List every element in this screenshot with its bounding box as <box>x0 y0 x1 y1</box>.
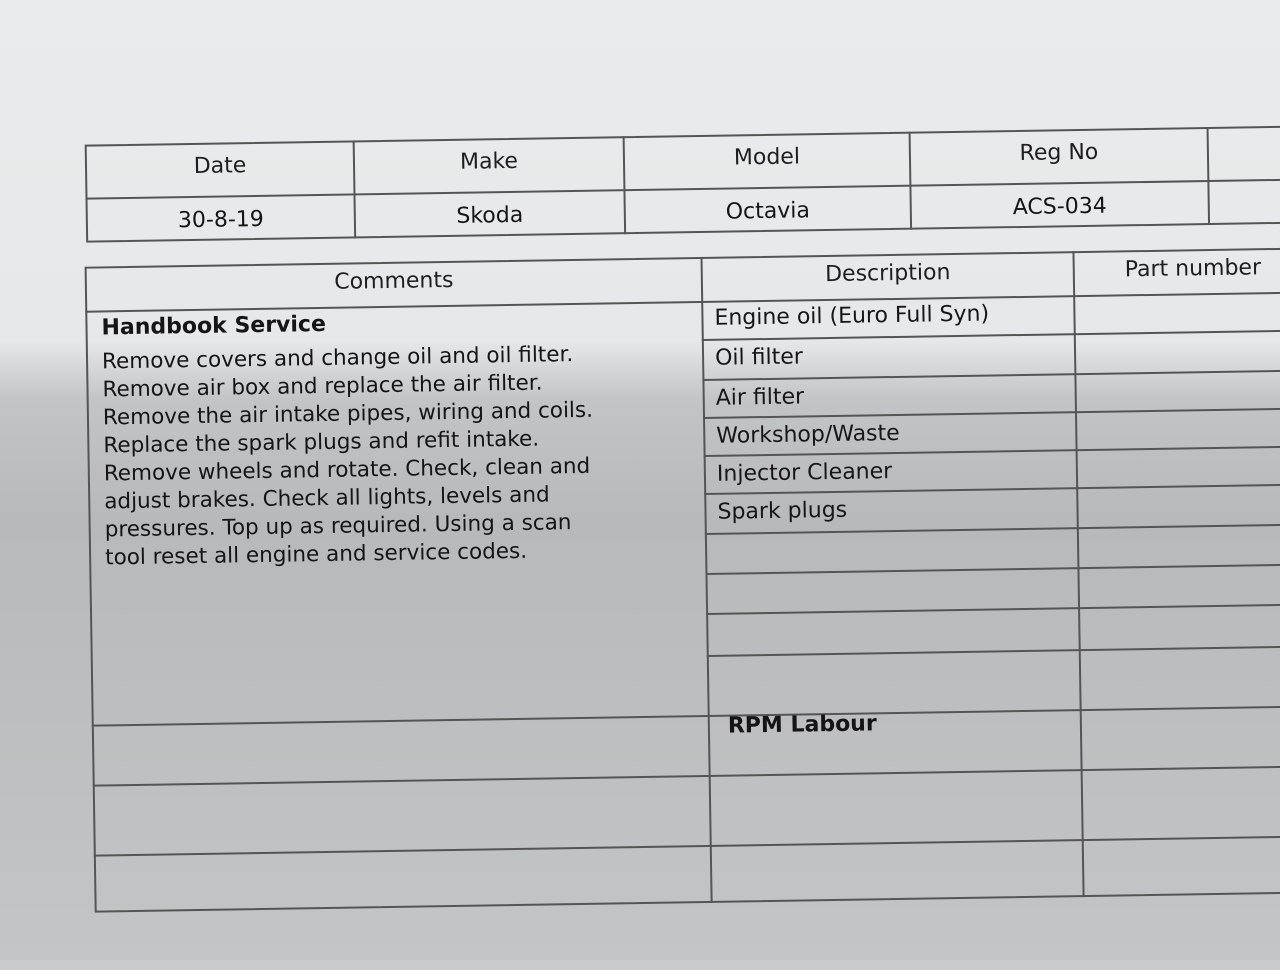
header-make: Make <box>459 148 519 175</box>
value-reg-no: ACS-034 <box>1012 193 1107 221</box>
description-item: Injector Cleaner <box>716 459 893 487</box>
value-model: Octavia <box>725 198 811 225</box>
comments-line: Remove the air intake pipes, wiring and coils. <box>102 397 594 431</box>
description-item: Spark plugs <box>717 497 848 525</box>
comments-line: Replace the spark plugs and refit intake. <box>103 426 540 459</box>
comments-line: Remove air box and replace the air filter. <box>102 370 543 403</box>
comments-line: pressures. Top up as required. Using a scan <box>104 510 572 543</box>
comments-line: Remove wheels and rotate. Check, clean and <box>103 453 591 487</box>
comments-title: Handbook Service <box>101 311 327 341</box>
description-item: Workshop/Waste <box>716 420 900 449</box>
rpm-labour-label: RPM Labour <box>727 711 877 739</box>
value-make: Skoda <box>456 202 524 229</box>
header-part-number: Part number <box>1124 255 1262 283</box>
comments-line: tool reset all engine and service codes. <box>104 538 528 571</box>
comments-block <box>101 305 705 572</box>
header-comments: Comments <box>334 267 454 295</box>
header-model: Model <box>733 144 801 171</box>
comments-line: Remove covers and change oil and oil filter. <box>101 342 574 375</box>
header-description: Description <box>824 260 951 288</box>
description-item: Air filter <box>715 384 805 411</box>
header-reg-no: Reg No <box>1019 139 1099 166</box>
description-item: Oil filter <box>714 344 804 371</box>
header-date: Date <box>193 153 247 179</box>
value-date: 30-8-19 <box>177 206 264 234</box>
comments-line: adjust brakes. Check all lights, levels and <box>104 482 550 515</box>
description-item: Engine oil (Euro Full Syn) <box>714 301 990 331</box>
